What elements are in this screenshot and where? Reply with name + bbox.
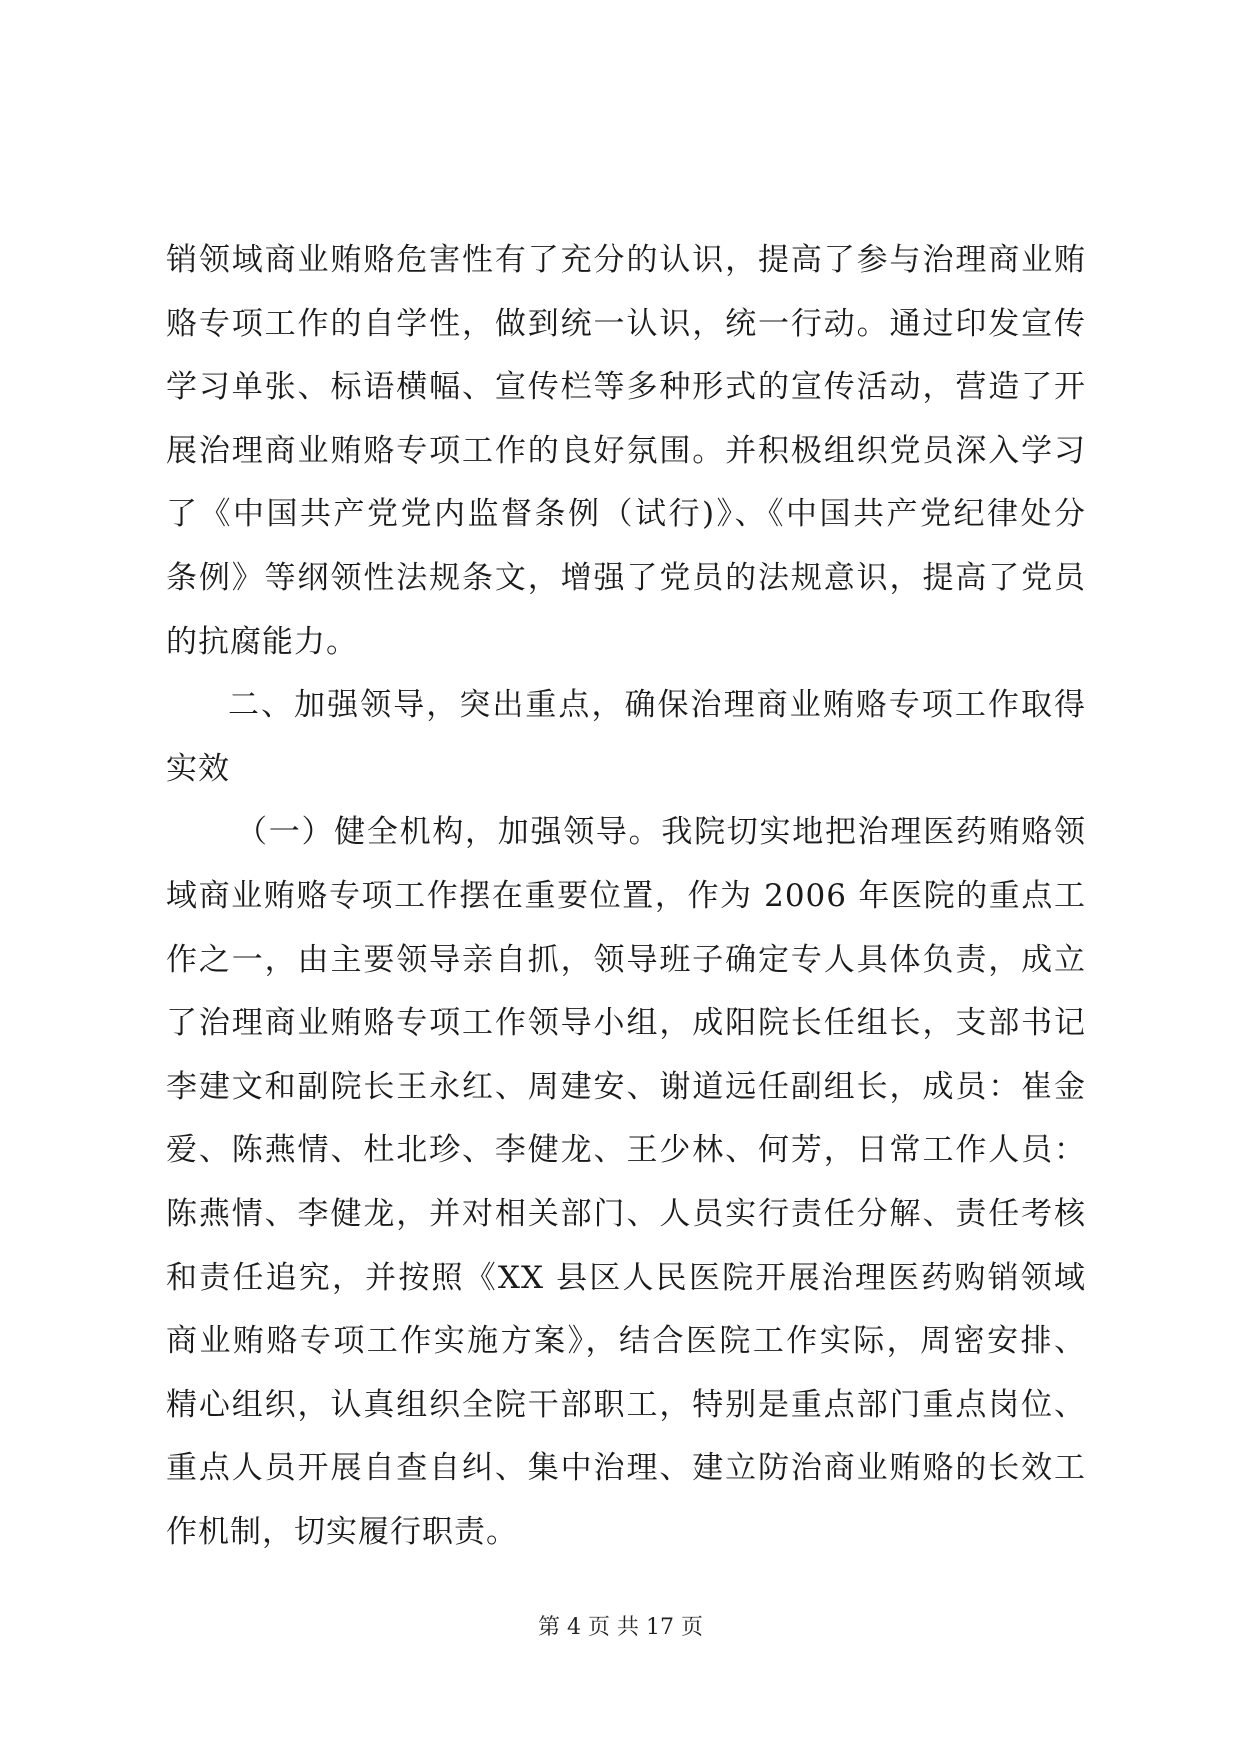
text-line: 二、加强领导，突出重点，确保治理商业贿赂专项工作取得: [228, 687, 1086, 724]
text-line: 展治理商业贿赂专项工作的良好氛围。并积极组织党员深入学习: [166, 432, 1086, 469]
text-line: 了治理商业贿赂专项工作领导小组，成阳院长任组长，支部书记: [166, 1005, 1086, 1042]
text-line: 作机制，切实履行职责。: [166, 1513, 518, 1550]
text-line: 精心组织，认真组织全院干部职工，特别是重点部门重点岗位、: [166, 1386, 1086, 1423]
text-line: 赂专项工作的自学性，做到统一认识，统一行动。通过印发宣传: [166, 305, 1086, 342]
body-text: [166, 229, 1086, 1564]
text-line: 商业贿赂专项工作实施方案》，结合医院工作实际，周密安排、: [166, 1323, 1086, 1360]
text-line: （一）健全机构，加强领导。我院切实地把治理医药贿赂领: [236, 814, 1086, 851]
text-line: 李建文和副院长王永红、周建安、谢道远任副组长，成员：崔金: [166, 1068, 1086, 1105]
text-line: 学习单张、标语横幅、宣传栏等多种形式的宣传活动，营造了开: [166, 369, 1086, 406]
text-line: 了《中国共产党党内监督条例（试行)》、《中国共产党纪律处分: [166, 496, 1086, 533]
text-line: 实效: [166, 750, 230, 787]
text-line: 和责任追究，并按照《XX 县区人民医院开展治理医药购销领域: [166, 1259, 1086, 1296]
page-footer: 第 4 页 共 17 页: [538, 1615, 703, 1640]
text-line: 销领域商业贿赂危害性有了充分的认识，提高了参与治理商业贿: [166, 242, 1086, 278]
text-line: 陈燕情、李健龙，并对相关部门、人员实行责任分解、责任考核: [166, 1195, 1086, 1232]
text-line: 重点人员开展自查自纠、集中治理、建立防治商业贿赂的长效工: [166, 1450, 1086, 1487]
text-line: 的抗腐能力。: [166, 623, 358, 660]
text-line: 条例》等纲领性法规条文，增强了党员的法规意识，提高了党员: [166, 559, 1086, 596]
text-line: 爱、陈燕情、杜北珍、李健龙、王少林、何芳，日常工作人员：: [166, 1132, 1086, 1169]
text-line: 域商业贿赂专项工作摆在重要位置，作为 2006 年医院的重点工: [166, 877, 1086, 914]
text-line: 作之一，由主要领导亲自抓，领导班子确定专人具体负责，成立: [166, 941, 1086, 978]
